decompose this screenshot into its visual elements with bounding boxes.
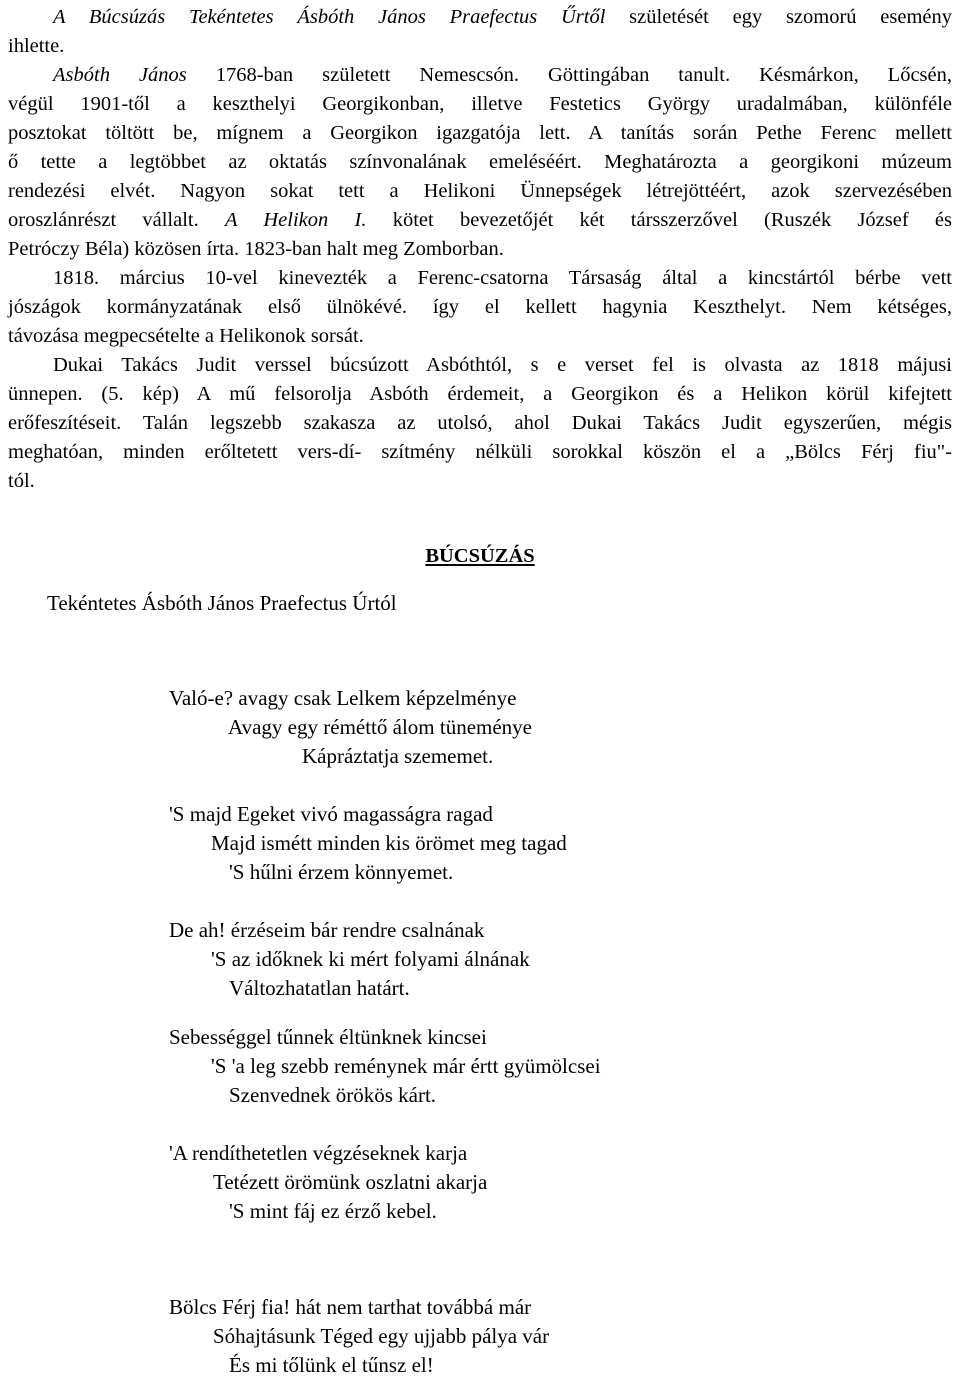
poem-verse-line: 'S majd Egeket vivó magasságra ragad	[169, 802, 493, 826]
poem-verse-line: 'S hűlni érzem könnyemet.	[229, 860, 454, 884]
prose-line: távozása megpecsételte a Helikonok sorsát.	[8, 325, 364, 347]
prose-line: 1818. március 10-vel kinevezték a Ferenc-csatorna Társaság által a kincstártól bérbe vett	[53, 267, 952, 289]
prose-text: születését egy szomorú esemény	[605, 6, 953, 28]
poem-title: BÚCSÚZÁS	[425, 545, 535, 567]
poem-verse-line: És mi tőlünk el tűnsz el!	[229, 1353, 434, 1377]
prose-italic: A Búcsúzás Tekéntetes Ásbóth János Praefectus Űrtől	[53, 6, 606, 28]
poem-verse-line: 'A rendíthetetlen végzéseknek karja	[169, 1141, 468, 1165]
prose-line: posztokat töltött be, mígnem a Georgikon igazgatója lett. A tanítás során Pethe Ferenc mellett	[8, 122, 952, 144]
poem-verse-line: Avagy egy réméttő álom tüneménye	[228, 715, 533, 739]
prose-italic: A Helikon I.	[224, 209, 367, 231]
prose-line: ő tette a legtöbbet az oktatás színvonalának emeléséért. Meghatározta a georgikoni múzeum	[8, 151, 952, 173]
prose-line: rendezési elvét. Nagyon sokat tett a Helikoni Ünnepségek létrejöttéért, azok szervezésében	[8, 180, 952, 202]
prose-line: ihlette.	[8, 35, 65, 57]
poem-verse-line: Majd ismétt minden kis örömet meg tagad	[211, 831, 567, 855]
prose-text: kötet bevezetőjét két társszerzővel (Ruszék József és	[366, 209, 952, 231]
poem-verse-line: 'S 'a leg szebb reménynek már értt gyümölcsei	[211, 1054, 601, 1078]
poem-verse-line: Kápráztatja szememet.	[302, 744, 494, 768]
poem-verse-line: Bölcs Férj fia! hát nem tarthat továbbá már	[169, 1295, 532, 1319]
prose-line	[8, 206, 952, 235]
prose-line: tól.	[8, 470, 35, 492]
prose-line: erőfeszítéseit. Talán legszebb szakasza az utolsó, ahol Dukai Takács Judit egyszerűen, mégis	[8, 412, 952, 434]
prose-italic: Asbóth János	[53, 64, 187, 86]
prose-line: Petróczy Béla) közösen írta. 1823-ban halt meg Zomborban.	[8, 238, 504, 260]
prose-line: Dukai Takács Judit verssel búcsúzott Asbóthtól, s e verset fel is olvasta az 1818 májusi	[53, 354, 952, 376]
poem-verse-line: Tetézett örömünk oszlatni akarja	[213, 1170, 488, 1194]
prose-text: 1768-ban született Nemescsón. Göttingában tanult. Késmárkon, Lőcsén,	[186, 64, 952, 86]
prose-line	[8, 3, 952, 32]
poem-verse-line: 'S az időknek ki mért folyami álnának	[211, 947, 530, 971]
prose-line: meghatóan, minden erőltetett vers-dí- szítmény nélküli sorokkal köszön el a „Bölcs Férj fiu"-	[8, 441, 952, 463]
prose-line: jószágok kormányzatának első ülnökévé. így el kellett hagynia Keszthelyt. Nem kétséges,	[8, 296, 952, 318]
prose-line	[8, 61, 952, 90]
poem-verse-line: 'S mint fáj ez érző kebel.	[229, 1199, 437, 1223]
poem-verse-line: Sebességgel tűnnek éltünknek kincsei	[169, 1025, 487, 1049]
prose-line: ünnepen. (5. kép) A mű felsorolja Asbóth érdemeit, a Georgikon és a Helikon körül kifejtett	[8, 383, 952, 405]
prose-text: oroszlánrészt vállalt.	[8, 209, 225, 231]
prose-line: végül 1901-től a keszthelyi Georgikonban, illetve Festetics György uradalmában, különféle	[8, 93, 952, 115]
poem-verse-line: Való-e? avagy csak Lelkem képzelménye	[169, 686, 517, 710]
poem-verse-line: De ah! érzéseim bár rendre csalnának	[169, 918, 485, 942]
poem-verse-line: Sóhajtásunk Téged egy ujjabb pálya vár	[213, 1324, 550, 1348]
poem-verse-line: Változhatatlan határt.	[229, 976, 410, 1000]
poem-verse-line: Szenvednek örökös kárt.	[229, 1083, 437, 1107]
poem-subtitle: Tekéntetes Ásbóth János Praefectus Úrtól	[47, 591, 397, 615]
